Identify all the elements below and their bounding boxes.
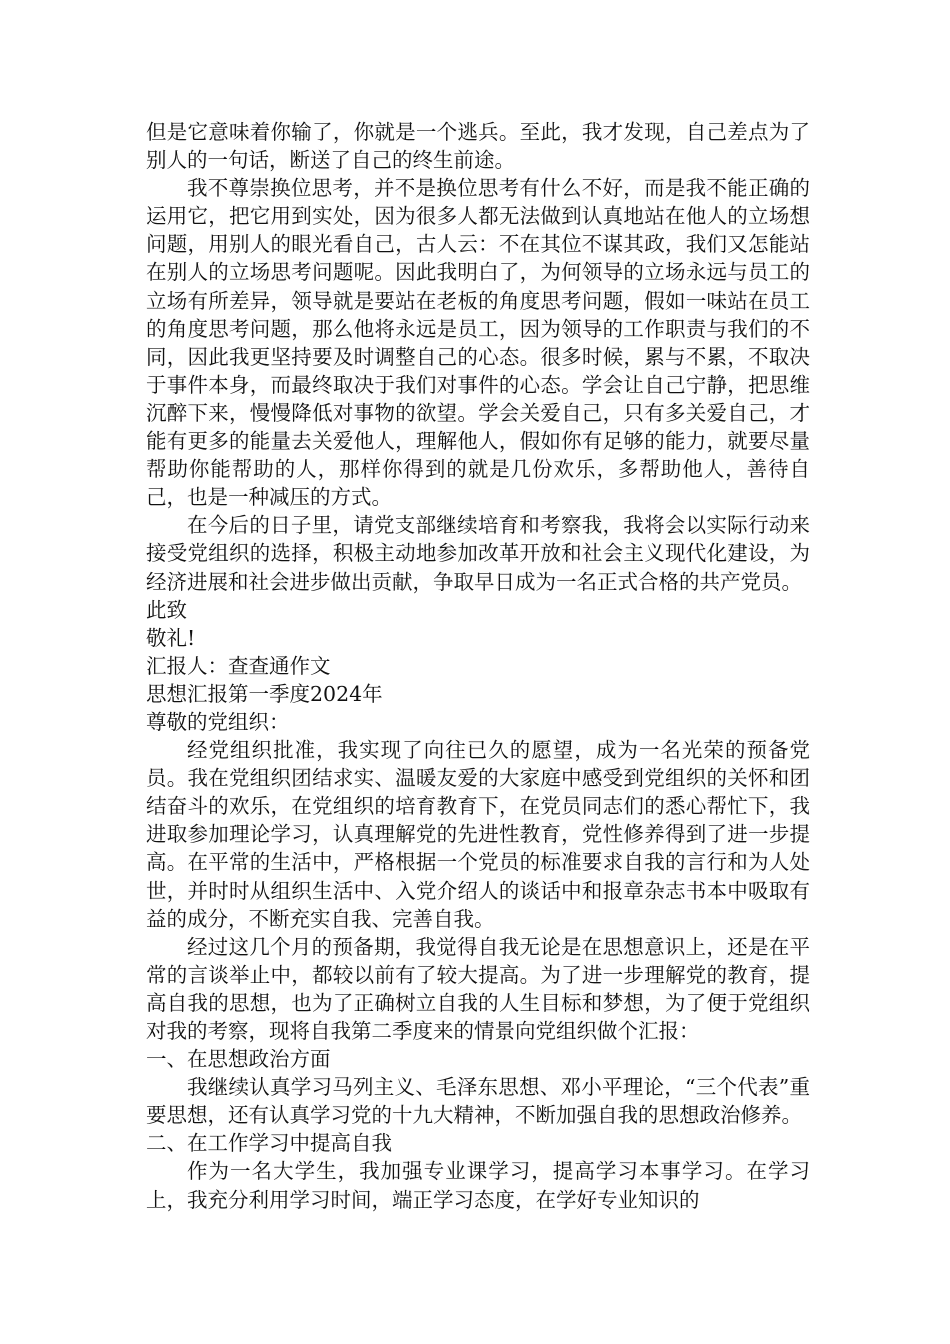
reporter-line: 汇报人：查查通作文 (146, 653, 331, 678)
paragraph-probation: 经过这几个月的预备期，我觉得自我无论是在思想意识上，还是在平常的言谈举止中，都较以前有了较大提高。为了进一步理解党的教育，提高自我的思想，也为了正确树立自我的人生目标和梦想，为了便于党组织对我的考察，现将自我第二季度来的情景向党组织做个汇报： (146, 934, 810, 1043)
section-heading-politics: 一、在思想政治方面 (146, 1047, 331, 1072)
paragraph-perspective: 我不尊崇换位思考，并不是换位思考有什么不好，而是我不能正确的运用它，把它用到实处，因为很多人都无法做到认真地站在他人的立场想问题，用别人的眼光看自己，古人云：不在其位不谋其政，我们又怎能站在别人的立场思考问题呢。因此我明白了，为何领导的立场永远与员工的立场有所差异，领导就是要站在老板的角度思考问题，假如一味站在员工的角度思考问题，那么他将永远是员工，因为领导的工作职责与我们的不同，因此我更坚持要及时调整自己的心态。很多时候，累与不累，不取决于事件本身，而最终取决于我们对事件的心态。学会让自己宁静，把思维沉醉下来，慢慢降低对事物的欲望。学会关爱自己，只有多关爱自己，才能有更多的能量去关爱他人，理解他人，假如你有足够的能力，就要尽量帮助你能帮助的人，那样你得到的就是几份欢乐，多帮助他人，善待自己，也是一种减压的方式。 (146, 176, 810, 510)
document-body (146, 118, 810, 1214)
paragraph-politics: 我继续认真学习马列主义、毛泽东思想、邓小平理论，“三个代表”重要思想，还有认真学习党的十九大精神，不断加强自我的思想政治修养。 (146, 1075, 810, 1128)
paragraph-approval: 经党组织批准，我实现了向往已久的愿望，成为一名光荣的预备党员。我在党组织团结求实、温暖友爱的大家庭中感受到党组织的关怀和团结奋斗的欢乐，在党组织的培育教育下，在党员同志们的悉心帮忙下，我进取参加理论学习，认真理解党的先进性教育，党性修养得到了进一步提高。在平常的生活中，严格根据一个党员的标准要求自我的言行和为人处世，并时时从组织生活中、入党介绍人的谈话中和报章杂志书本中吸取有益的成分，不断充实自我、完善自我。 (146, 738, 810, 931)
greeting-line: 尊敬的党组织： (146, 709, 290, 734)
salutation-cizhi: 此致 (146, 597, 187, 622)
paragraph-closing-pledge: 在今后的日子里，请党支部继续培育和考察我，我将会以实际行动来接受党组织的选择，积极主动地参加改革开放和社会主义现代化建设，为经济进展和社会进步做出贡献，争取早日成为一名正式合格的共产党员。 (146, 513, 810, 594)
paragraph-continuation: 但是它意味着你输了，你就是一个逃兵。至此，我才发现，自己差点为了别人的一句话，断送了自己的终生前途。 (146, 120, 810, 173)
salutation-jingli: 敬礼! (146, 625, 196, 650)
report-title: 思想汇报第一季度2024年 (146, 681, 383, 706)
section-heading-study: 二、在工作学习中提高自我 (146, 1131, 392, 1156)
paragraph-study: 作为一名大学生，我加强专业课学习，提高学习本事学习。在学习上，我充分利用学习时间，端正学习态度，在学好专业知识的 (146, 1159, 810, 1212)
